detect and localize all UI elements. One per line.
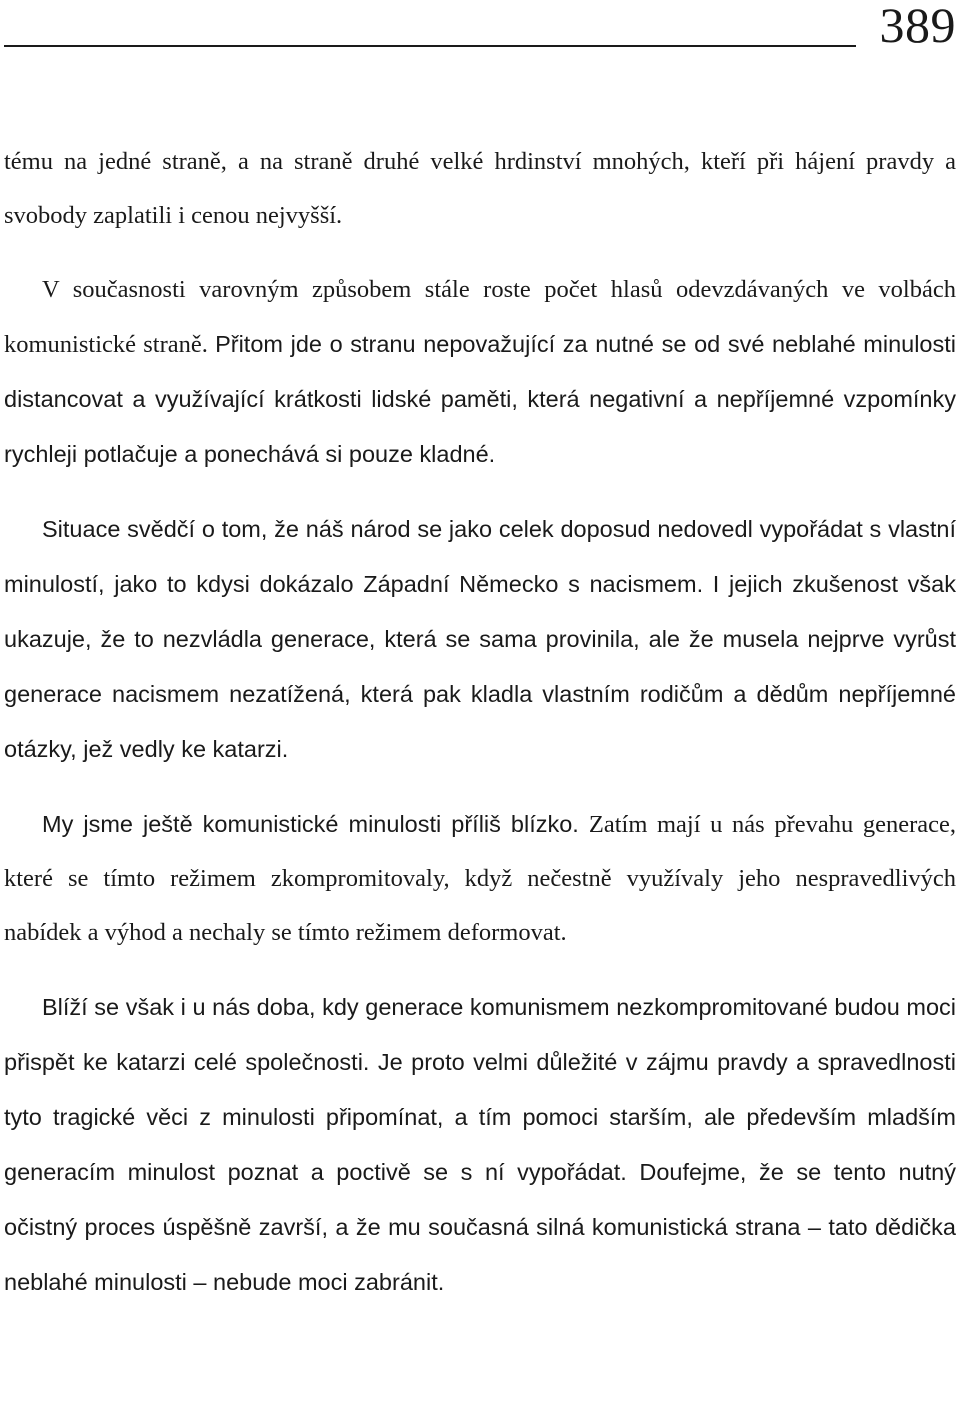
paragraph-3-text-b: I jejich zkušenost však ukazuje, že to nezvládla generace, která se sama provinila, ale že musela nejprve vyrůst generace nacismem nezatížená, která pak kladla vlastním rodičům a dědům nepříjemné otázky, jež vedly ke katarzi. — [4, 571, 957, 762]
paragraph-5-text-b: Je proto velmi důležité v zájmu pravdy a spravedlnosti tyto tragické věci z minulosti připomínat, a tím pomoci starším, ale především mladším generacím minulost poznat a poctivě se s ní vypořádat. Doufejme, že se tento nutný očistný proces úspěšně završí, a že mu současná silná komunistická strana – tato dědička neblahé minulosti – nebude moci zabránit. — [4, 1049, 956, 1295]
paragraph-4 — [4, 797, 956, 960]
paragraph-1 — [4, 135, 956, 243]
paragraph-2-text-a: V současnosti varovným způsobem stále roste počet hlasů odevzdávaných ve volbách komunistické straně. — [4, 276, 956, 358]
paragraph-2 — [4, 263, 956, 482]
paragraph-5 — [4, 980, 956, 1310]
paragraph-4-text-a: My jsme ještě komunistické minulosti příliš blízko. — [42, 811, 589, 837]
paragraph-4-text-b: Zatím mají u nás převahu generace, které se tímto režimem zkompromitovaly, když nečestně využívaly jeho nespravedlivých nabídek a výhod a nechaly se tímto režimem deformovat. — [4, 811, 956, 946]
paragraph-3-text-a: Situace svědčí o tom, že náš národ se jako celek doposud nedovedl vypořádat s vlastní minulostí, jako to kdysi dokázalo Západní Německo s nacismem. — [4, 516, 956, 597]
page-number: 389 — [879, 0, 956, 53]
paragraph-1-text: tému na jedné straně, a na straně druhé velké hrdinství mnohých, kteří při hájení pravdy a svobody zaplatili i cenou nejvyšší. — [4, 148, 956, 229]
paragraph-5-text-a: Blíží se však i u nás doba, kdy generace komunismem nezkompromitované budou moci přispět ke katarzi celé společnosti. — [4, 994, 956, 1075]
body-text — [4, 135, 956, 1330]
header-rule — [4, 45, 856, 47]
paragraph-3 — [4, 502, 956, 777]
page-header — [0, 0, 960, 60]
paragraph-2-text-b: Přitom jde o stranu nepovažující za nutné se od své neblahé minulosti distancovat a využívající krátkosti lidské paměti, která negativní a nepříjemné vzpomínky rychleji potlačuje a ponechává si pouze kladné. — [4, 331, 956, 467]
